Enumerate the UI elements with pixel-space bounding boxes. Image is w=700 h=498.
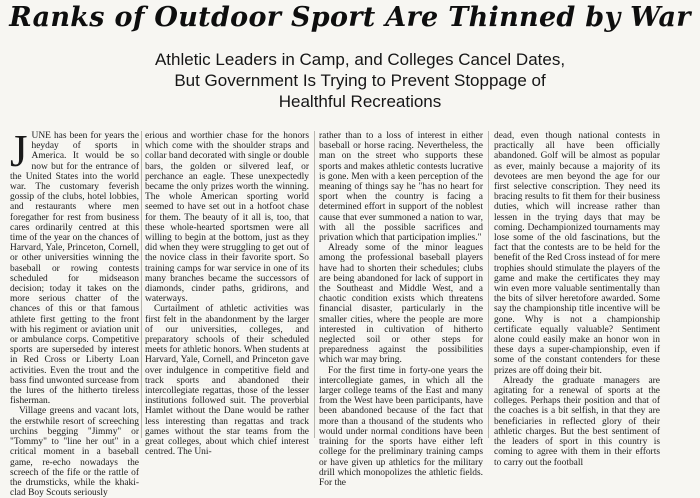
article-paragraph: erious and worthier chase for the honors which come with the shoulder straps and collar band decorated with single or double bars, the golden or silvered leaf, or perchance an eagle. These unexpectedly became the only prizes worth the winning. The whole American sporting world seemed to have set out in a hotfoot chase for them. The beauty of it all is, too, that these whole-hearted sportsmen were all willing to begin at the bottom, just as they did when they were struggling to get out of the novice class in their favorite sport. So training camps for war service in one of its many branches became the successors of diamonds, cinder paths, gridirons, and waterways.	[145, 131, 309, 305]
column-rule	[314, 131, 315, 438]
article-paragraph: Already the graduate managers are agitating for a renewal of sports at the colleges. Perhaps their position and that of the coaches is a bit selfish, in that they are beneficiaries in reflected glory of their athletic charges. But the best sentiment of the leaders of sport in this country is coming to agree with them in their efforts to carry out the football	[494, 375, 660, 468]
column-rule	[488, 131, 489, 438]
article-subheadline: Athletic Leaders in Camp, and Colleges Cancel Dates, But Government Is Trying to Prevent Stoppage of Healthful Recreations	[154, 50, 566, 111]
article-column-4	[494, 131, 660, 468]
column-rule	[141, 131, 142, 438]
article-paragraph: rather than to a loss of interest in either baseball or horse racing. Nevertheless, the man on the street who supports these sports and makes athletic contests lucrative is gone. Men with a keen perception of the meaning of things say he "has no heart for sport when the country is facing a determined effort in support of the noblest cause that ever summoned a nation to war, with all the possible sacrifices and privation which that participation implies."	[319, 131, 483, 244]
article-paragraph: For the first time in forty-one years the intercollegiate games, in which all the larger college teams of the East and many from the West have been participants, have been abandoned because of the fact that more than a thousand of the students who would under normal conditions have been training for the sports have either left college for the preliminary training camps or have given up athletics for the military drill which monopolizes the athletic fields. For the	[319, 365, 483, 488]
article-headline: Ranks of Outdoor Sport Are Thinned by War	[9, 2, 691, 33]
article-paragraph: Curtailment of athletic activities was first felt in the abandonment by the larger of our universities, colleges, and preparatory schools of their scheduled meets for athletic honors. When students at Harvard, Yale, Cornell, and Princeton gave over indulgence in competitive field and track sports and abandoned their intercollegiate regattas, those of the lesser institutions followed suit. The proverbial Hamlet without the Dane would be rather less interesting than regattas and track games without the star teams from the great colleges, about which chief interest centred. The Uni-	[145, 304, 309, 458]
article-paragraph: Already some of the minor leagues among the professional baseball players have had to shorten their schedules; clubs are being abandoned for lack of support in the Southeast and Middle West, and a chaotic condition exists which threatens financial disaster, particularly in the smaller cities, where the people are more interested in cultivation of hitherto neglected soil or other steps for preparedness against the possibilities which war may bring.	[319, 243, 483, 366]
article-paragraph: dead, even though national contests in practically all have been officially abandoned. Golf will be almost as popular as ever, mainly because a majority of its devotees are men beyond the age for our first selective conscription. They need its bracing results to fit them for their business duties, which will increase rather than lessen in the trying days that may be coming. Dechampionized tournaments may lose some of the old fascinations, but the fact that the contests are to be held for the benefit of the Red Cross instead of for mere trophies should stimulate the players of the game and make the certificates they may win even more valuable sentimentally than the bits of silver heretofore awarded. Some say the championship title incentive will be gone. Why is not a championship certificate equally valuable? Sentiment alone could easily make an honor won in these days a super-championship, even if some of the constant contenders for these prizes are off doing their bit.	[494, 131, 660, 376]
article-column-2	[145, 131, 309, 458]
article-paragraph: UNE has been for years the heyday of sports in America. It would be so now but for the entrance of the United States into the world war. The customary feverish gossip of the clubs, hotel lobbies, and restaurants where men foregather for rest from business cares ordinarily centred at this time of the year on the chances of Harvard, Yale, Princeton, Cornell, or other universities winning the baseball or rowing contests scheduled for midseason decision; today it takes on the more serious chatter of the chances of this or that famous athlete first getting to the front with his regiment or aviation unit or ambulance corps. Competitive sports are superseded by interest in Red Cross or Liberty Loan activities. Even the trout and the bass find unwonted surcease from the lures of the hitherto tireless fisherman.	[10, 131, 139, 407]
article-column-3	[319, 131, 483, 488]
article-paragraph: Village greens and vacant lots, the erstwhile resort of screeching urchins begging "Jimmy" or "Tommy" to "line her out" in a critical moment in a baseball game, re-echo nowadays the screech of the fife or the rattle of the drumsticks, while the khaki-clad Boy Scouts seriously	[10, 406, 139, 498]
drop-cap: J	[10, 126, 28, 176]
article-column-1	[10, 126, 139, 498]
